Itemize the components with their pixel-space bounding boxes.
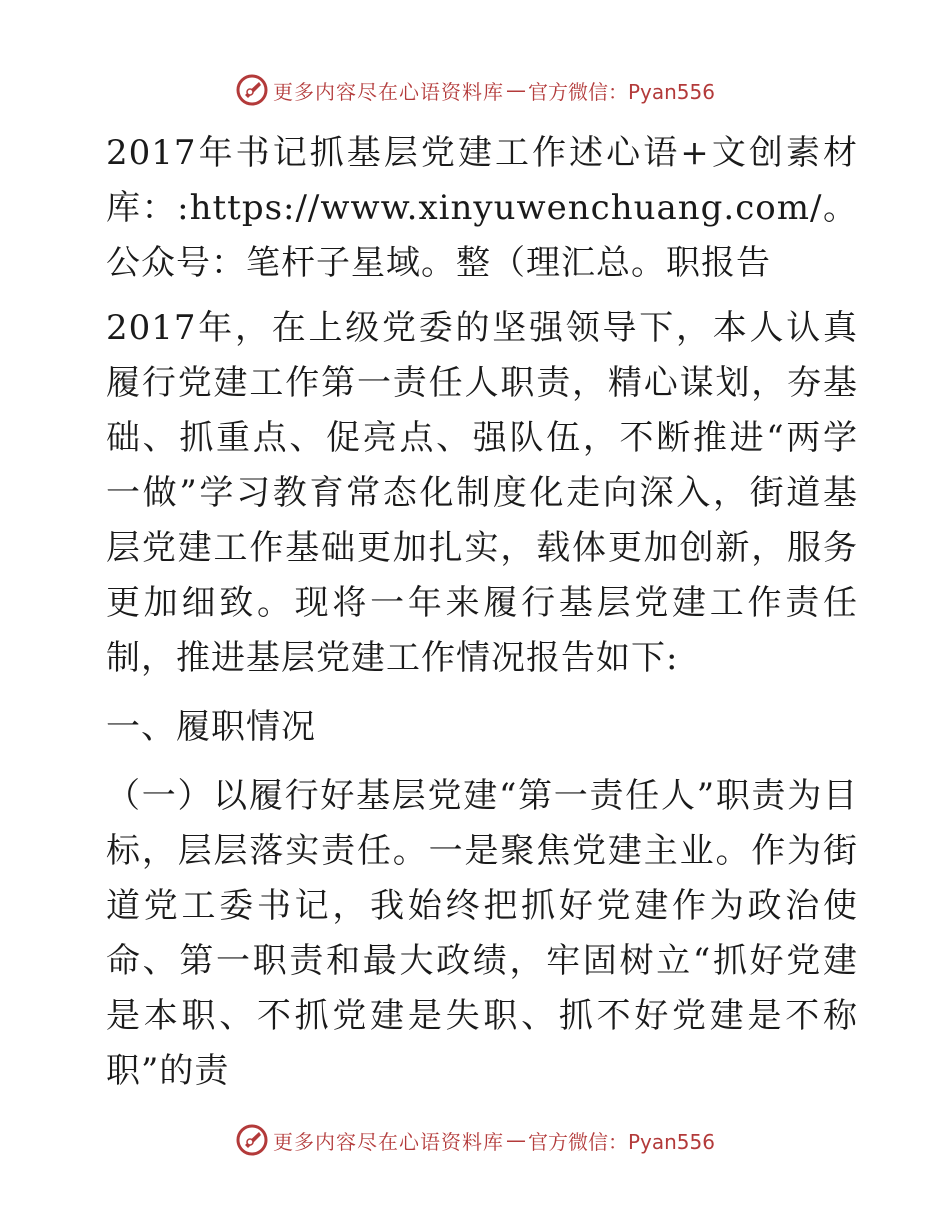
section-body: （一）以履行好基层党建“第一责任人”职责为目标，层层落实责任。一是聚焦党建主业。作为街道党工委书记，我始终把抓好党建作为政治使命、第一职责和最大政绩，牢固树立“抓好党建是本职、不抓党建是失职、抓不好党建是不称职”的责	[106, 776, 858, 1091]
watermark-text: 更多内容尽在心语资料库	[272, 1129, 504, 1154]
watermark-dash: —	[505, 78, 526, 102]
footer-watermark	[0, 1120, 950, 1160]
watermark-dash: —	[505, 1128, 526, 1152]
watermark-text: 更多内容尽在心语资料库	[272, 79, 504, 104]
document-heading: 2017年书记抓基层党建工作述心语+文创素材库：:https://www.xinyuwenchuang.com/。公众号：笔杆子星域。整（理汇总。职报告	[106, 133, 858, 283]
watermark-contact: 官方微信：Pyan556	[527, 79, 715, 104]
intro-paragraph: 2017年，在上级党委的坚强领导下，本人认真履行党建工作第一责任人职责，精心谋划，夯基础、抓重点、促亮点、强队伍，不断推进“两学一做”学习教育常态化制度化走向深入，街道基层党建工作基础更加扎实，载体更加创新，服务更加细致。现将一年来履行基层党建工作责任制，推进基层党建工作情况报告如下:	[106, 308, 858, 678]
header-watermark	[0, 70, 950, 110]
document-body	[98, 126, 858, 1099]
seal-logo-icon	[235, 73, 269, 107]
seal-logo-icon	[235, 1123, 269, 1157]
section-title: 一、履职情况	[106, 707, 316, 747]
watermark-contact: 官方微信：Pyan556	[527, 1129, 715, 1154]
